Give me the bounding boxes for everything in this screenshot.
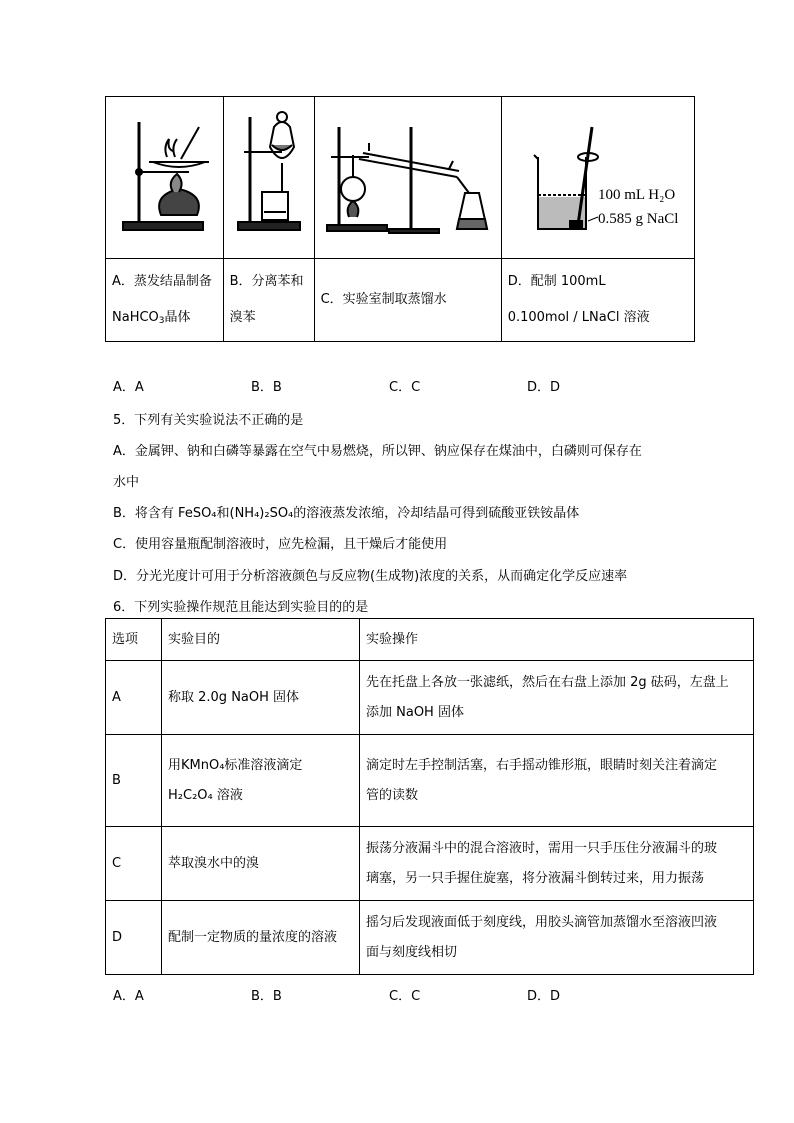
q6-row-d-op-line2: 面与刻度线相切 xyxy=(366,944,458,960)
q4-label-a-crystal: 晶体 xyxy=(164,310,191,325)
q6-row-b-op-line2: 管的读数 xyxy=(366,787,419,803)
q4-label-c-text: C．实验室制取蒸馏水 xyxy=(320,292,447,307)
q5-stem: 5．下列有关实验说法不正确的是 xyxy=(113,413,304,428)
q6-header-operation: 实验操作 xyxy=(360,619,754,661)
q6-header-goal: 实验目的 xyxy=(162,619,360,661)
q4-label-a-line1: A．蒸发结晶制备 xyxy=(112,274,212,289)
q6-row-b-op-line1: 滴定时左手控制活塞，右手摇动锥形瓶，眼睛时刻关注着滴定 xyxy=(366,757,718,773)
q4-label-b xyxy=(223,259,314,342)
q6-option-a[interactable]: A．A xyxy=(113,989,144,1004)
q4-label-a xyxy=(106,259,224,342)
q4-image-d xyxy=(501,97,694,259)
q4-label-d-line2: 0.100mol / LNaCl 溶液 xyxy=(507,310,650,325)
q6-row-a-goal: 称取 2.0g NaOH 固体 xyxy=(162,661,360,735)
q5-option-b[interactable]: B．将含有 FeSO₄和(NH₄)₂SO₄的溶液蒸发浓缩，冷却结晶可得到硫酸亚铁铵晶体 xyxy=(113,506,580,521)
q4-label-b-line1: B．分离苯和 xyxy=(229,274,304,289)
q6-row-c-goal: 萃取溴水中的溴 xyxy=(162,827,360,901)
formula-nahco: NaHCO xyxy=(112,310,159,325)
q6-row-b-goal xyxy=(162,735,360,827)
q6-stem: 6．下列实验操作规范且能达到实验目的的是 xyxy=(113,600,369,615)
q6-row-d-op-line1: 摇匀后发现液面低于刻度线，用胶头滴管加蒸馏水至溶液凹液 xyxy=(366,914,718,930)
q4-label-a-line2 xyxy=(112,300,217,336)
q6-row-c-operation xyxy=(360,827,754,901)
q4-image-b xyxy=(223,97,314,259)
q5-option-a-line1[interactable]: A．金属钾、钠和白磷等暴露在空气中易燃烧，所以钾、钠应保存在煤油中，白磷则可保存在 xyxy=(113,444,642,459)
q4-image-c xyxy=(314,97,501,259)
q6-row-c-op-line2: 璃塞，另一只手握住旋塞，将分液漏斗倒转过来，用力振荡 xyxy=(366,870,705,886)
q6-row-b-option: B xyxy=(106,735,162,827)
q6-row-a-operation xyxy=(360,661,754,735)
q4-table xyxy=(105,96,695,342)
q6-option-d[interactable]: D．D xyxy=(527,989,561,1004)
q4-image-a xyxy=(106,97,224,259)
table-row xyxy=(106,661,754,735)
image-water-label: 100 mL H₂O xyxy=(597,187,676,203)
distillation-apparatus-icon xyxy=(319,97,497,247)
q6-row-c-op-line1: 振荡分液漏斗中的混合溶液时，需用一只手压住分液漏斗的玻 xyxy=(366,840,718,856)
q6-header-row xyxy=(106,619,754,661)
q6-row-a-op-line1: 先在托盘上各放一张滤纸，然后在右盘上添加 2g 砝码，左盘上 xyxy=(366,674,729,690)
q6-row-c-option: C xyxy=(106,827,162,901)
q6-row-d-operation xyxy=(360,901,754,975)
q6-table xyxy=(105,618,754,975)
image-nacl-label: 0.585 g NaCl xyxy=(597,211,679,227)
q6-row-a-op-line2: 添加 NaOH 固体 xyxy=(366,704,464,720)
evaporation-apparatus-icon xyxy=(109,97,219,247)
q4-option-a[interactable]: A．A xyxy=(113,380,144,395)
q4-label-c xyxy=(314,259,501,342)
q4-label-d-line1: D．配制 100mL xyxy=(507,274,606,289)
q6-row-b-operation xyxy=(360,735,754,827)
q4-option-d[interactable]: D．D xyxy=(527,380,561,395)
table-row xyxy=(106,735,754,827)
q6-option-b[interactable]: B．B xyxy=(251,989,282,1004)
separatory-funnel-icon xyxy=(226,97,312,247)
volumetric-preparation-icon xyxy=(506,97,690,247)
q4-option-c[interactable]: C．C xyxy=(389,380,421,395)
q4-label-b-line2: 溴苯 xyxy=(229,310,256,325)
q5-option-d[interactable]: D．分光光度计可用于分析溶液颜色与反应物(生成物)浓度的关系，从而确定化学反应速率 xyxy=(113,569,628,584)
q5-option-c[interactable]: C．使用容量瓶配制溶液时，应先检漏，且干燥后才能使用 xyxy=(113,537,448,552)
q6-row-b-goal-line2: H₂C₂O₄ 溶液 xyxy=(168,787,243,803)
formula-subscript: 3 xyxy=(158,316,165,326)
q6-row-b-goal-line1: 用KMnO₄标准溶液滴定 xyxy=(168,757,303,773)
q4-option-b[interactable]: B．B xyxy=(251,380,282,395)
q6-option-c[interactable]: C．C xyxy=(389,989,421,1004)
q6-header-option: 选项 xyxy=(106,619,162,661)
table-row xyxy=(106,901,754,975)
q6-row-d-option: D xyxy=(106,901,162,975)
q5-option-a-line2: 水中 xyxy=(113,475,140,490)
table-row xyxy=(106,827,754,901)
q4-label-d xyxy=(501,259,694,342)
q6-row-d-goal: 配制一定物质的量浓度的溶液 xyxy=(162,901,360,975)
q6-row-a-option: A xyxy=(106,661,162,735)
